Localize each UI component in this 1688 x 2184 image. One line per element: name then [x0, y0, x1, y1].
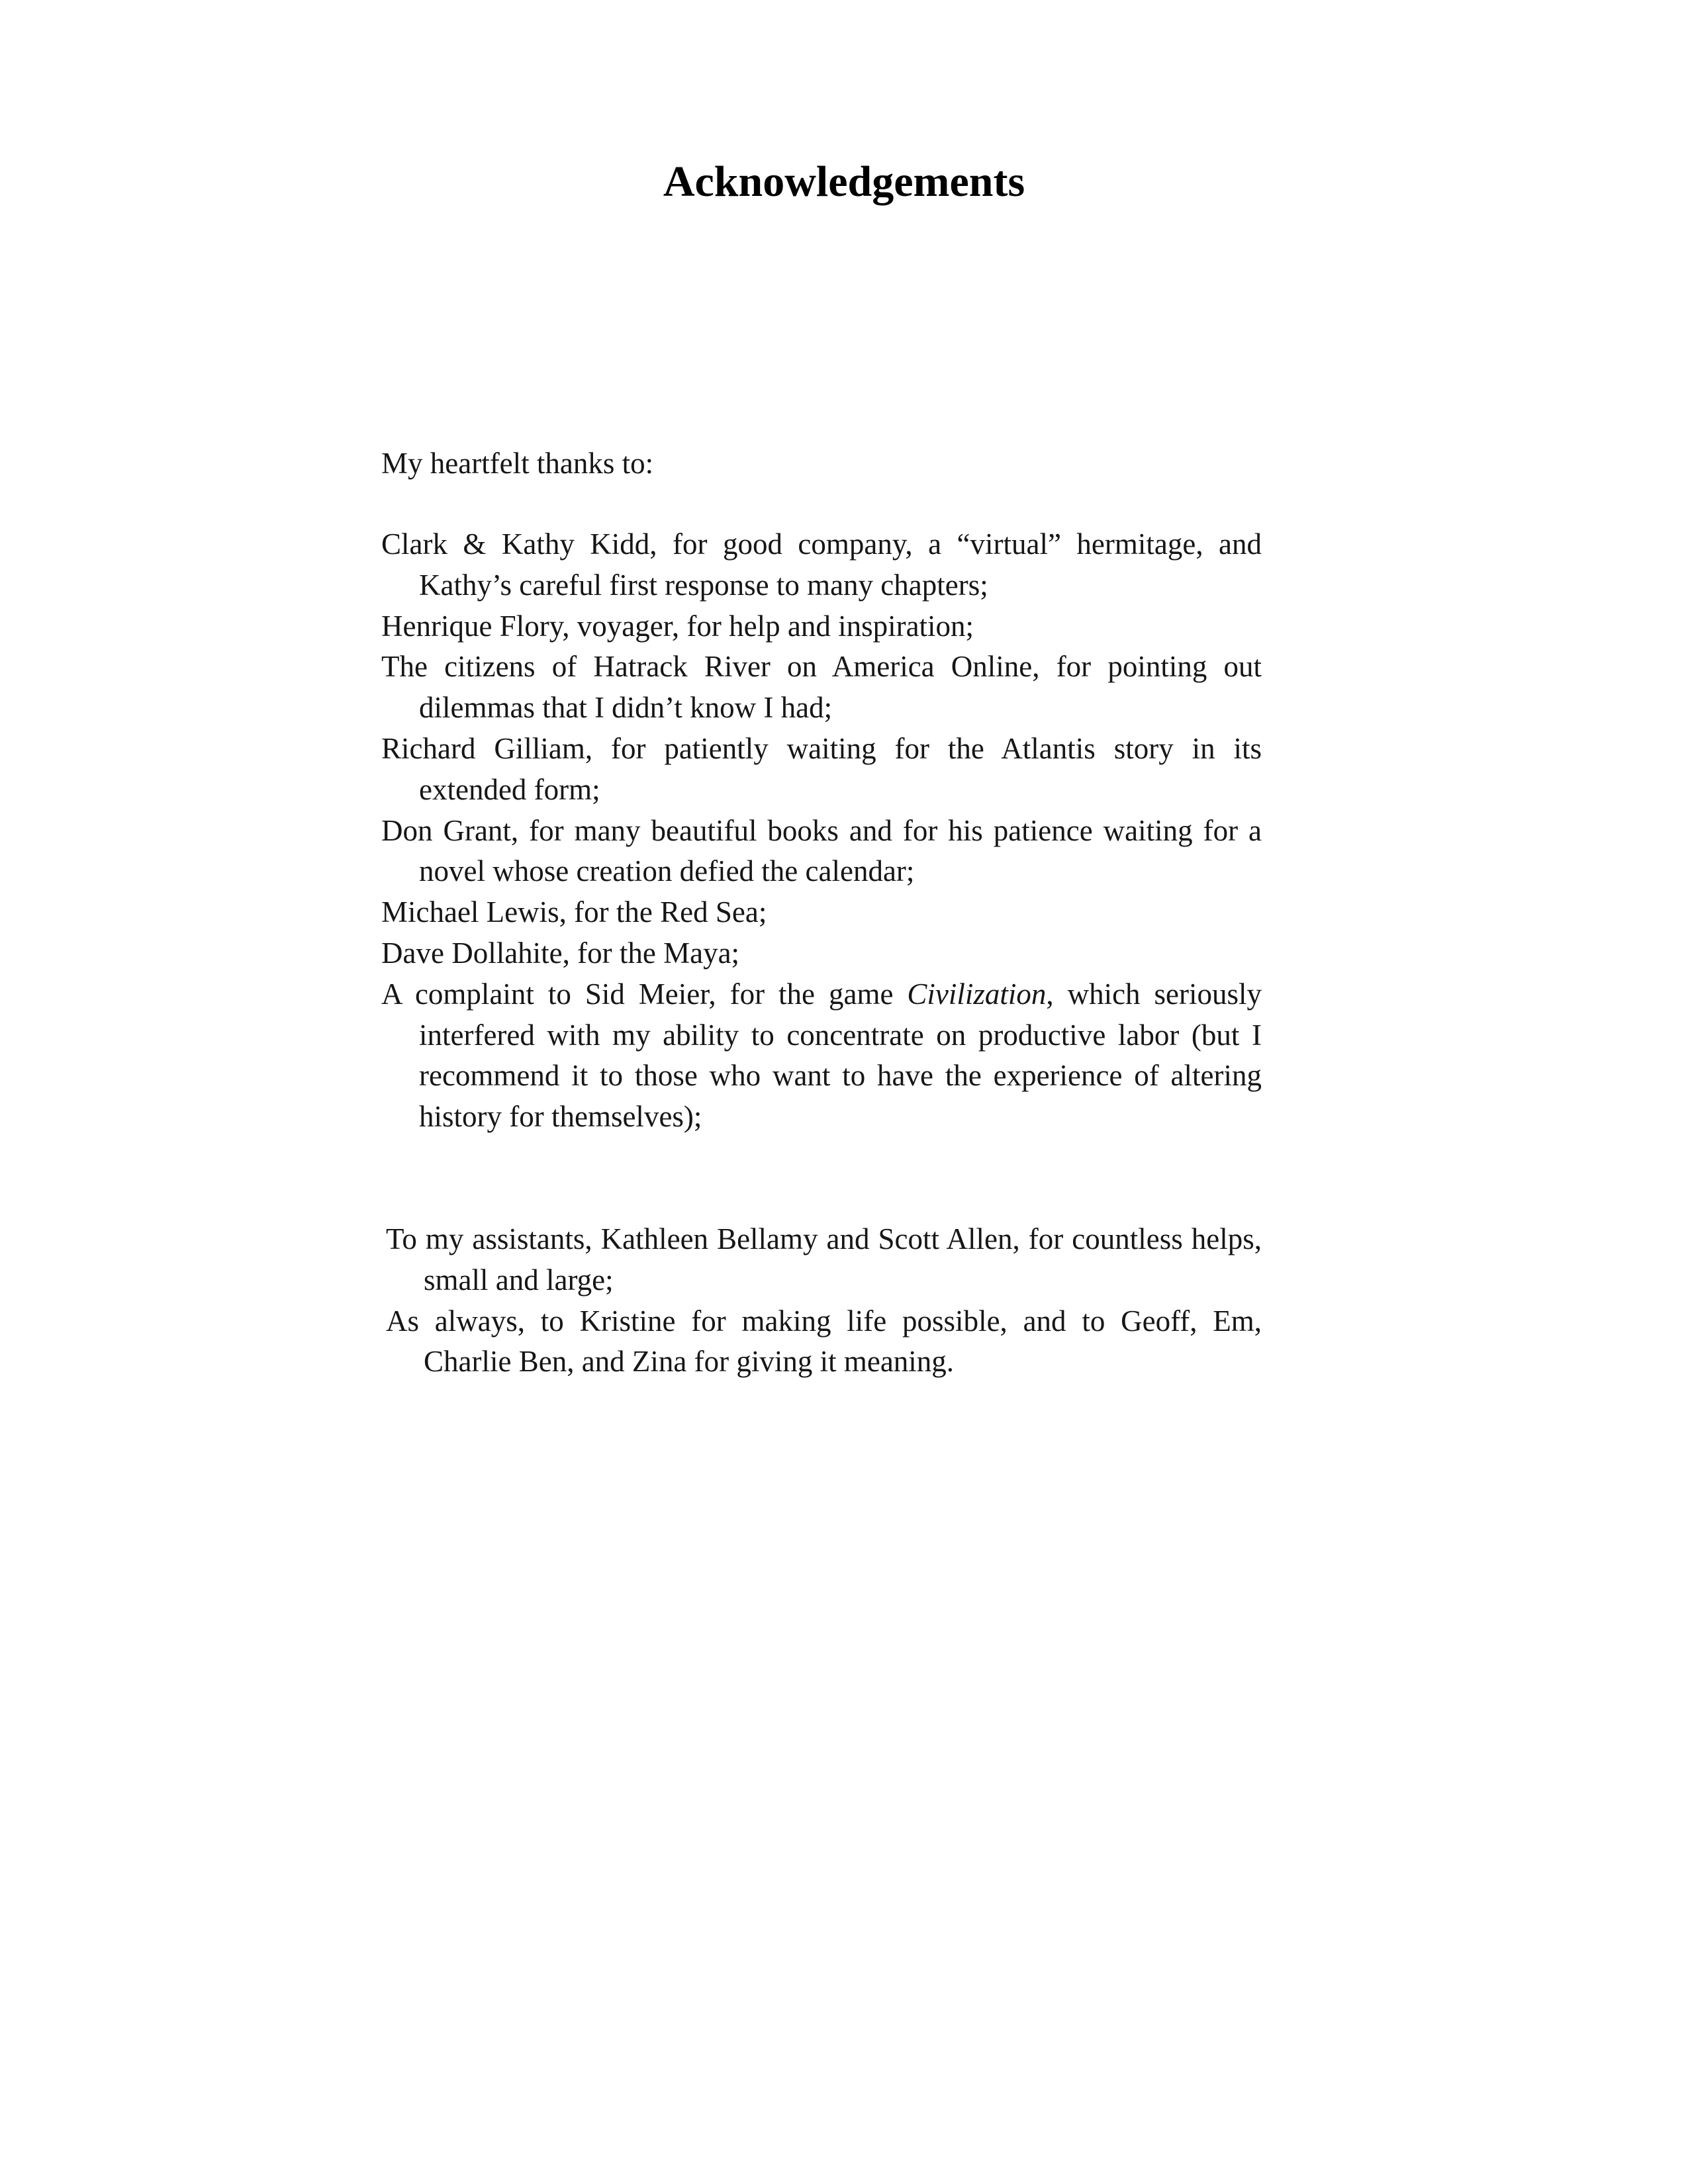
acknowledgement-entry-gilliam: Richard Gilliam, for patiently waiting for the Atlantis story in its extended form;	[381, 731, 1262, 806]
acknowledgement-entry-hatrack: The citizens of Hatrack River on America Online, for pointing out dilemmas that I didn’t know I had;	[381, 650, 1262, 725]
acknowledgement-entry-assistants: To my assistants, Kathleen Bellamy and Scott Allen, for countless helps, small and large;	[386, 1222, 1262, 1297]
intro-line: My heartfelt thanks to:	[381, 447, 654, 480]
entry-text-after: , which seriously interfered with my ability to concentrate on productive labor (but I recommend it to those who want to have the experience of altering history for themselves);	[419, 977, 1262, 1134]
acknowledgement-entry-flory: Henrique Flory, voyager, for help and inspiration;	[381, 609, 974, 643]
acknowledgement-entry-dollahite: Dave Dollahite, for the Maya;	[381, 936, 740, 970]
acknowledgement-entry-lewis: Michael Lewis, for the Red Sea;	[381, 895, 767, 929]
acknowledgement-entry-kidd: Clark & Kathy Kidd, for good company, a “virtual” hermitage, and Kathy’s careful first response to many chapters;	[381, 527, 1262, 602]
acknowledgement-list	[381, 524, 1262, 1138]
intro-text	[381, 443, 1262, 484]
acknowledgement-entry-grant: Don Grant, for many beautiful books and for his patience waiting for a novel whose creation defied the calendar;	[381, 813, 1262, 888]
game-title-italic: Civilization	[907, 977, 1047, 1011]
entry-text-before: A complaint to Sid Meier, for the game	[381, 977, 908, 1011]
acknowledgement-entry-meier	[381, 974, 1262, 1138]
closing-acknowledgement-list	[386, 1219, 1262, 1383]
page-title: Acknowledgements	[663, 158, 1025, 206]
acknowledgement-entry-family: As always, to Kristine for making life possible, and to Geoff, Em, Charlie Ben, and Zina for giving it meaning.	[386, 1304, 1262, 1379]
